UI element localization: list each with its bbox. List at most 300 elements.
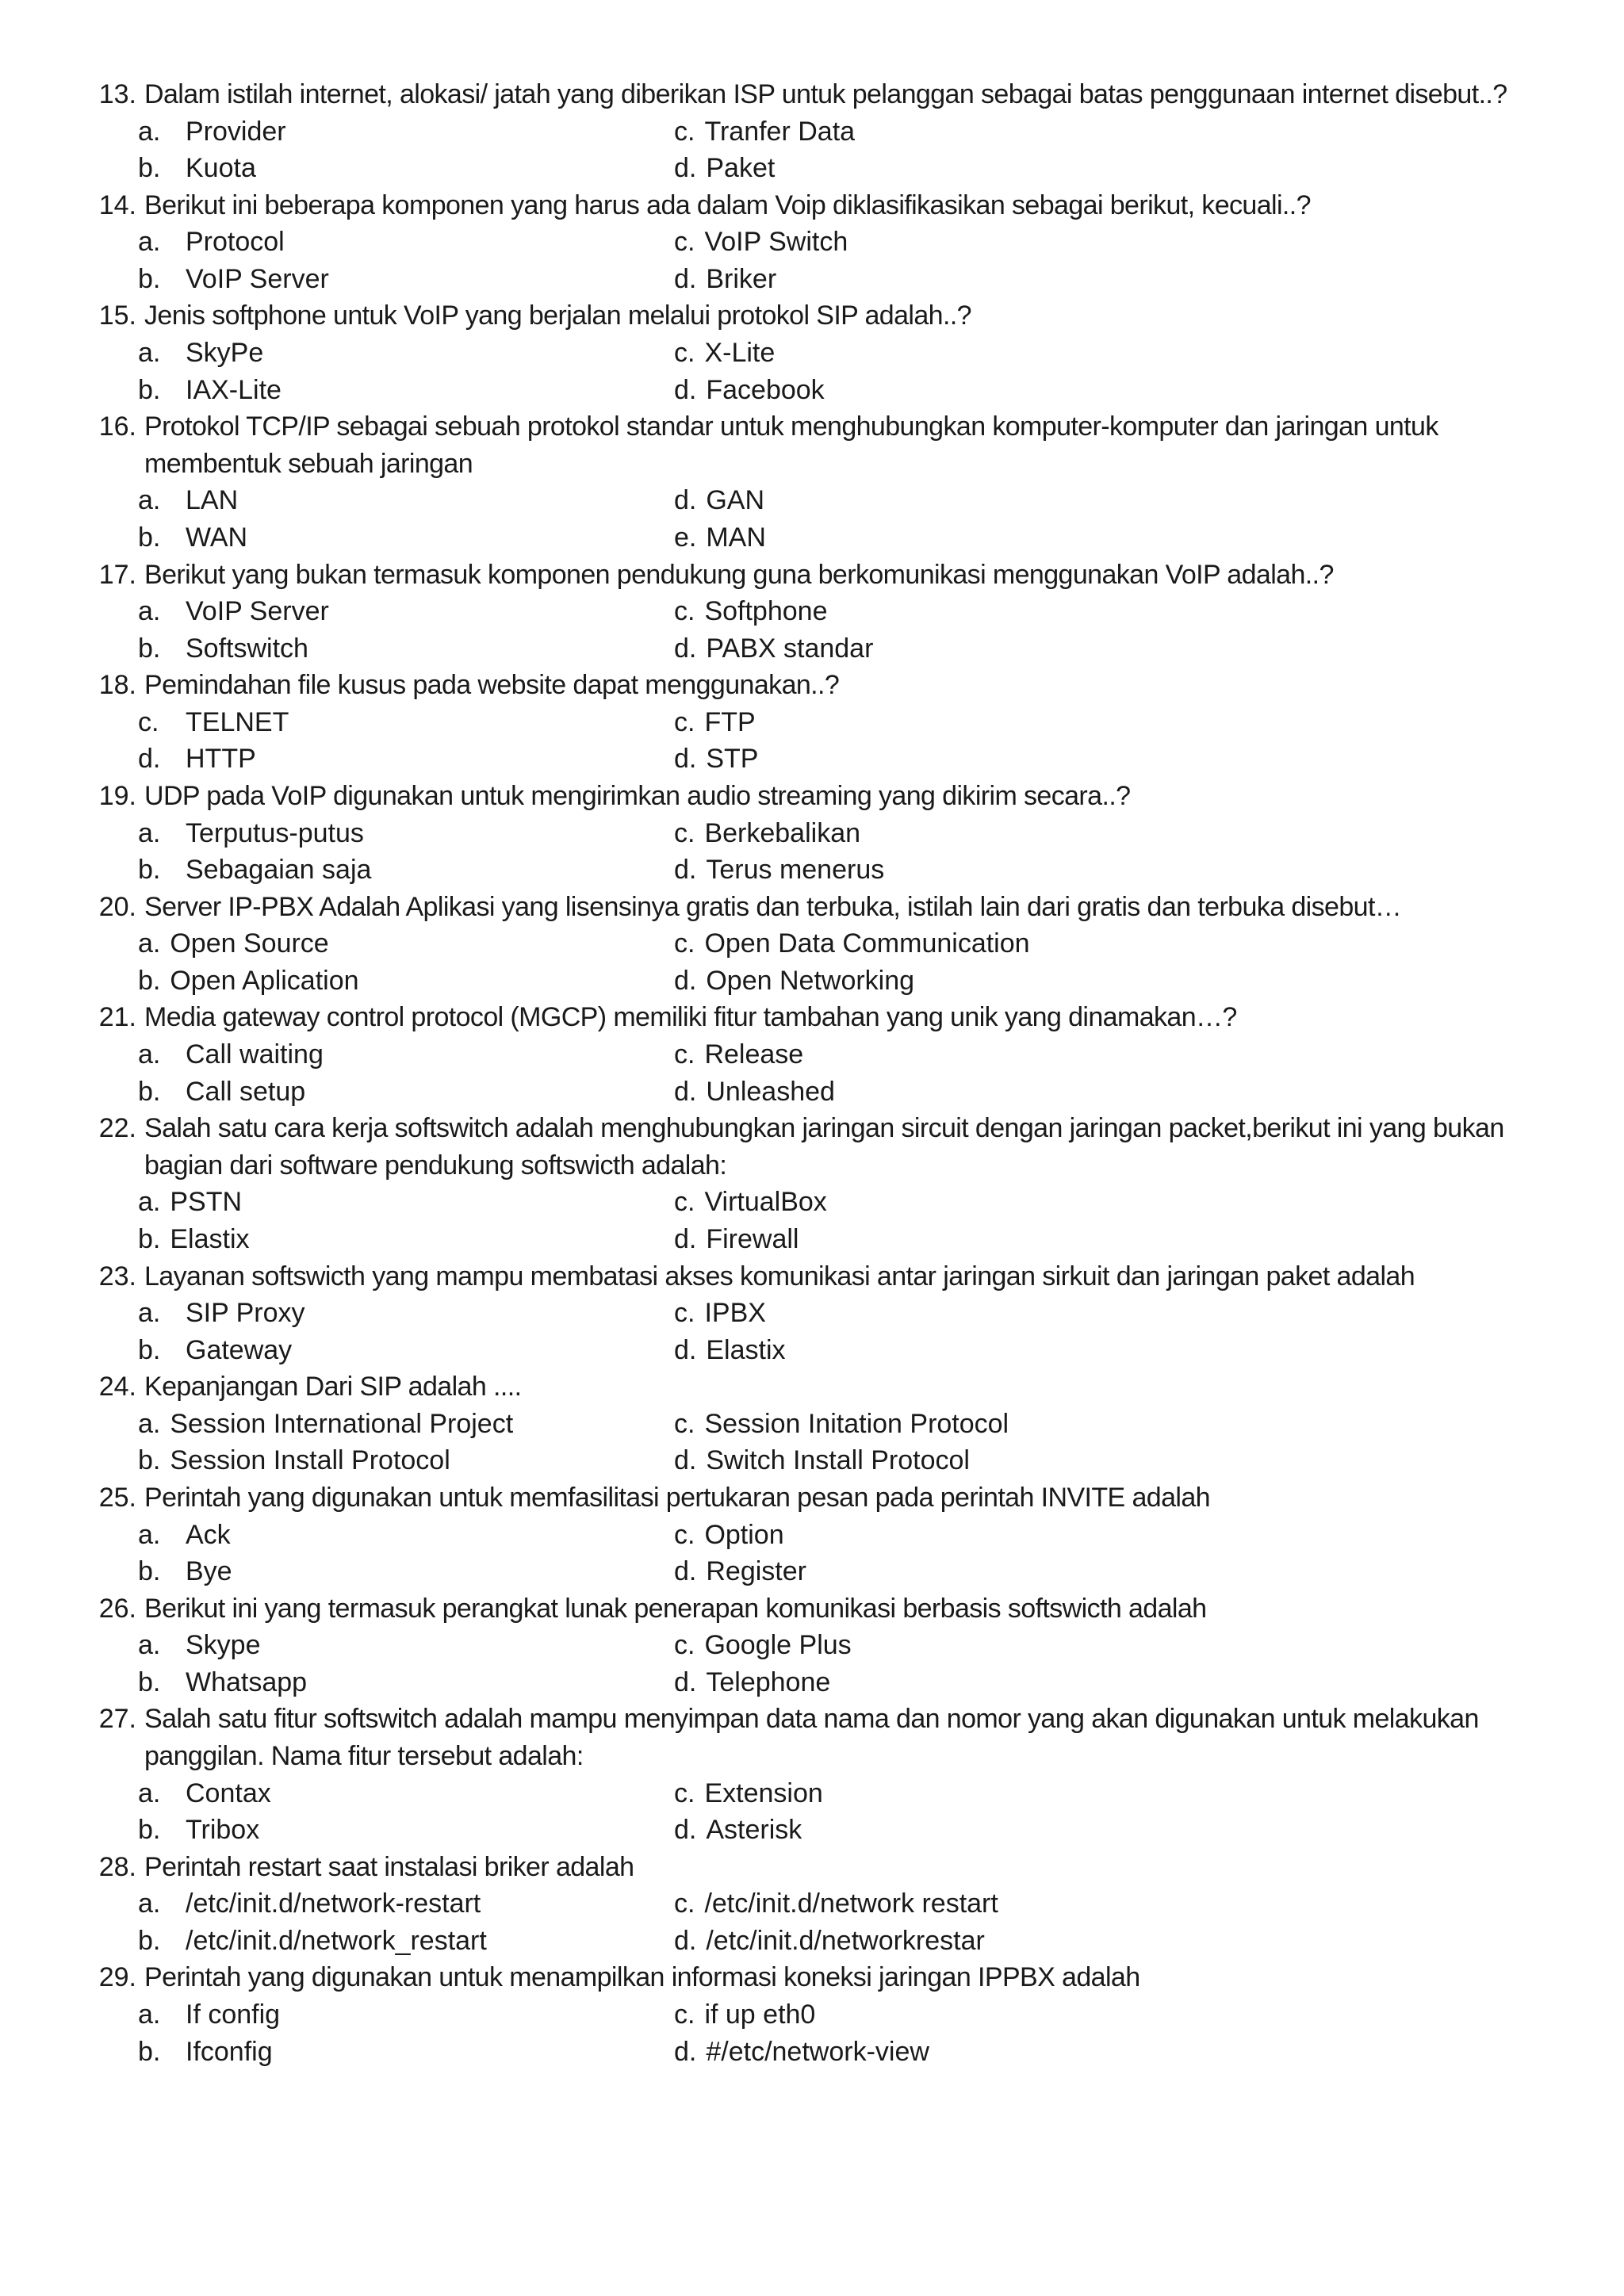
option-text: Open Networking bbox=[706, 965, 915, 996]
question-item bbox=[84, 1590, 1576, 1701]
option-letter: a. bbox=[138, 928, 161, 959]
option-letter: b. bbox=[138, 2036, 161, 2067]
option-row bbox=[84, 1036, 1576, 1073]
question-text: Kepanjangan Dari SIP adalah .... bbox=[144, 1372, 522, 1402]
option-text: If config bbox=[186, 1999, 281, 2030]
option-letter: d. bbox=[674, 374, 697, 405]
option-text: /etc/init.d/networkrestar bbox=[706, 1925, 985, 1956]
option-text: SIP Proxy bbox=[186, 1298, 305, 1329]
option-text: Berkebalikan bbox=[704, 817, 861, 848]
question-line bbox=[84, 889, 1576, 926]
answer-option bbox=[138, 704, 674, 741]
answer-option bbox=[674, 1775, 1576, 1812]
option-row bbox=[84, 1295, 1576, 1332]
question-text: Berikut ini beberapa komponen yang harus ada dalam Voip diklasifikasikan sebagai berikut, kecuali..? bbox=[144, 189, 1311, 220]
option-letter: d. bbox=[674, 1925, 697, 1956]
option-text: Whatsapp bbox=[186, 1667, 308, 1697]
question-number: 15. bbox=[98, 300, 136, 331]
option-text: Telephone bbox=[706, 1667, 831, 1697]
option-letter: c. bbox=[674, 1777, 695, 1808]
option-letter: b. bbox=[138, 374, 161, 405]
option-letter: c. bbox=[674, 116, 695, 147]
question-item bbox=[84, 297, 1576, 408]
option-letter: a. bbox=[138, 338, 161, 369]
question-line bbox=[84, 1590, 1576, 1628]
option-row bbox=[84, 1996, 1576, 2034]
answer-option bbox=[138, 593, 674, 630]
option-text: Session International Project bbox=[170, 1408, 514, 1439]
answer-option bbox=[138, 1775, 674, 1812]
question-item bbox=[84, 76, 1576, 187]
option-letter: b. bbox=[138, 1815, 161, 1846]
answer-option bbox=[674, 925, 1576, 962]
option-text: /etc/init.d/network_restart bbox=[186, 1925, 487, 1956]
option-letter: b. bbox=[138, 1445, 161, 1476]
answer-option bbox=[674, 482, 1576, 519]
option-row bbox=[84, 2034, 1576, 2071]
question-line bbox=[84, 1701, 1576, 1774]
question-line bbox=[84, 1849, 1576, 1886]
option-letter: e. bbox=[674, 522, 697, 553]
answer-option bbox=[674, 335, 1576, 372]
option-letter: c. bbox=[674, 706, 695, 737]
question-line bbox=[84, 667, 1576, 704]
option-letter: d. bbox=[138, 744, 161, 775]
option-text: Open Aplication bbox=[170, 965, 359, 996]
option-text: VoIP Server bbox=[186, 263, 329, 294]
option-row bbox=[84, 1553, 1576, 1590]
option-letter: c. bbox=[674, 1519, 695, 1550]
option-text: IAX-Lite bbox=[186, 374, 282, 405]
option-text: Skype bbox=[186, 1630, 261, 1661]
option-text: Switch Install Protocol bbox=[706, 1445, 970, 1476]
option-letter: c. bbox=[674, 1888, 695, 1919]
question-number: 22. bbox=[98, 1113, 136, 1144]
option-letter: d. bbox=[674, 1076, 697, 1107]
answer-option bbox=[138, 1406, 674, 1443]
answer-option bbox=[674, 1517, 1576, 1554]
option-text: Ifconfig bbox=[186, 2036, 273, 2067]
option-text: Ack bbox=[186, 1519, 231, 1550]
answer-option bbox=[674, 372, 1576, 409]
question-item bbox=[84, 1849, 1576, 1960]
option-letter: d. bbox=[674, 1815, 697, 1846]
option-letter: a. bbox=[138, 1298, 161, 1329]
question-number: 24. bbox=[98, 1372, 136, 1402]
question-line bbox=[84, 1110, 1576, 1184]
answer-option bbox=[138, 150, 674, 187]
answer-option bbox=[674, 1442, 1576, 1479]
question-number: 20. bbox=[98, 891, 136, 922]
option-text: IPBX bbox=[704, 1298, 766, 1329]
answer-option bbox=[674, 150, 1576, 187]
option-text: Session Initation Protocol bbox=[704, 1408, 1009, 1439]
option-row bbox=[84, 113, 1576, 151]
question-item bbox=[84, 778, 1576, 889]
option-row bbox=[84, 593, 1576, 630]
option-text: LAN bbox=[186, 485, 239, 516]
option-text: Elastix bbox=[706, 1334, 786, 1365]
option-letter: d. bbox=[674, 153, 697, 184]
option-text: Softphone bbox=[704, 596, 828, 627]
option-letter: a. bbox=[138, 1888, 161, 1919]
option-text: Session Install Protocol bbox=[170, 1445, 450, 1476]
option-text: Protocol bbox=[186, 227, 285, 258]
question-number: 17. bbox=[98, 559, 136, 590]
option-text: Call setup bbox=[186, 1076, 306, 1107]
option-letter: c. bbox=[674, 227, 695, 258]
option-letter: c. bbox=[674, 338, 695, 369]
option-text: Softswitch bbox=[186, 633, 308, 664]
option-text: PSTN bbox=[170, 1187, 243, 1218]
answer-option bbox=[674, 113, 1576, 151]
option-text: Option bbox=[704, 1519, 784, 1550]
option-letter: b. bbox=[138, 1667, 161, 1697]
answer-option bbox=[138, 519, 674, 557]
question-number: 25. bbox=[98, 1482, 136, 1513]
option-letter: c. bbox=[674, 1999, 695, 2030]
option-text: X-Lite bbox=[704, 338, 776, 369]
option-row bbox=[84, 261, 1576, 298]
question-number: 18. bbox=[98, 670, 136, 701]
option-letter: d. bbox=[674, 1223, 697, 1254]
option-text: Briker bbox=[706, 263, 777, 294]
option-letter: a. bbox=[138, 1519, 161, 1550]
question-text: Berikut yang bukan termasuk komponen pendukung guna berkomunikasi menggunakan VoIP adalah..? bbox=[144, 559, 1334, 590]
question-text: Protokol TCP/IP sebagai sebuah protokol standar untuk menghubungkan komputer-komputer dan jaringan untuk membentuk sebuah jaringan bbox=[144, 411, 1438, 479]
question-item bbox=[84, 557, 1576, 668]
question-text: Layanan softswicth yang mampu membatasi akses komunikasi antar jaringan sirkuit dan jaringan paket adalah bbox=[144, 1261, 1415, 1292]
option-letter: a. bbox=[138, 596, 161, 627]
answer-option bbox=[138, 962, 674, 1000]
question-item bbox=[84, 408, 1576, 556]
question-number: 21. bbox=[98, 1002, 136, 1033]
answer-option bbox=[674, 704, 1576, 741]
option-row bbox=[84, 519, 1576, 557]
question-item bbox=[84, 1110, 1576, 1257]
option-text: Call waiting bbox=[186, 1039, 324, 1070]
answer-option bbox=[674, 1885, 1576, 1923]
question-item bbox=[84, 1479, 1576, 1590]
question-line bbox=[84, 76, 1576, 113]
question-item bbox=[84, 1368, 1576, 1479]
answer-option bbox=[138, 851, 674, 889]
option-letter: c. bbox=[674, 596, 695, 627]
option-text: GAN bbox=[706, 485, 765, 516]
question-number: 26. bbox=[98, 1593, 136, 1624]
question-line bbox=[84, 187, 1576, 224]
option-text: Provider bbox=[186, 116, 286, 147]
option-letter: c. bbox=[674, 817, 695, 848]
option-text: PABX standar bbox=[706, 633, 874, 664]
answer-option bbox=[138, 1923, 674, 1960]
answer-option bbox=[674, 593, 1576, 630]
option-letter: b. bbox=[138, 1925, 161, 1956]
option-letter: b. bbox=[138, 1223, 161, 1254]
option-row bbox=[84, 1184, 1576, 1221]
option-letter: b. bbox=[138, 1076, 161, 1107]
option-text: Firewall bbox=[706, 1223, 799, 1254]
question-number: 29. bbox=[98, 1962, 136, 1993]
option-letter: a. bbox=[138, 1408, 161, 1439]
option-row bbox=[84, 962, 1576, 1000]
option-text: Unleashed bbox=[706, 1076, 835, 1107]
answer-option bbox=[674, 261, 1576, 298]
option-text: /etc/init.d/network-restart bbox=[186, 1888, 481, 1919]
question-text: Perintah restart saat instalasi briker adalah bbox=[144, 1851, 634, 1882]
option-text: STP bbox=[706, 744, 759, 775]
answer-option bbox=[138, 372, 674, 409]
option-letter: d. bbox=[674, 263, 697, 294]
question-number: 13. bbox=[98, 79, 136, 109]
question-text: Perintah yang digunakan untuk menampilkan informasi koneksi jaringan IPPBX adalah bbox=[144, 1962, 1140, 1993]
option-text: Terus menerus bbox=[706, 855, 885, 886]
answer-option bbox=[674, 630, 1576, 668]
answer-option bbox=[674, 815, 1576, 852]
answer-option bbox=[138, 1885, 674, 1923]
question-line bbox=[84, 557, 1576, 594]
option-text: Contax bbox=[186, 1777, 271, 1808]
question-text: Dalam istilah internet, alokasi/ jatah yang diberikan ISP untuk pelanggan sebagai batas penggunaan internet disebut..? bbox=[144, 79, 1507, 109]
option-text: Open Data Communication bbox=[704, 928, 1030, 959]
option-letter: c. bbox=[674, 1039, 695, 1070]
option-letter: a. bbox=[138, 1777, 161, 1808]
option-letter: c. bbox=[674, 1298, 695, 1329]
answer-option bbox=[138, 1073, 674, 1111]
answer-option bbox=[138, 113, 674, 151]
question-item bbox=[84, 1701, 1576, 1848]
option-letter: b. bbox=[138, 855, 161, 886]
answer-option bbox=[674, 1553, 1576, 1590]
option-letter: c. bbox=[674, 1187, 695, 1218]
option-row bbox=[84, 224, 1576, 261]
answer-option bbox=[674, 2034, 1576, 2071]
option-text: TELNET bbox=[186, 706, 289, 737]
question-number: 16. bbox=[98, 411, 136, 442]
question-number: 14. bbox=[98, 189, 136, 220]
option-row bbox=[84, 150, 1576, 187]
question-line bbox=[84, 778, 1576, 815]
option-text: VoIP Switch bbox=[704, 227, 848, 258]
option-row bbox=[84, 1812, 1576, 1849]
question-line bbox=[84, 1479, 1576, 1517]
answer-option bbox=[674, 1036, 1576, 1073]
option-letter: b. bbox=[138, 1334, 161, 1365]
question-text: Media gateway control protocol (MGCP) memiliki fitur tambahan yang unik yang dinamakan…? bbox=[144, 1002, 1237, 1033]
question-item bbox=[84, 1258, 1576, 1369]
question-text: Berikut ini yang termasuk perangkat lunak penerapan komunikasi berbasis softswicth adalah bbox=[144, 1593, 1207, 1624]
question-item bbox=[84, 889, 1576, 1000]
option-letter: d. bbox=[674, 1334, 697, 1365]
option-text: #/etc/network-view bbox=[706, 2036, 929, 2067]
option-letter: d. bbox=[674, 1445, 697, 1476]
option-letter: d. bbox=[674, 1556, 697, 1587]
option-row bbox=[84, 1406, 1576, 1443]
question-number: 27. bbox=[98, 1704, 136, 1735]
option-text: VirtualBox bbox=[704, 1187, 827, 1218]
option-letter: b. bbox=[138, 965, 161, 996]
answer-option bbox=[138, 1221, 674, 1258]
option-text: Tranfer Data bbox=[704, 116, 856, 147]
answer-option bbox=[674, 1664, 1576, 1701]
option-letter: d. bbox=[674, 744, 697, 775]
answer-option bbox=[674, 1996, 1576, 2034]
answer-option bbox=[138, 2034, 674, 2071]
option-letter: c. bbox=[674, 1408, 695, 1439]
answer-option bbox=[674, 1627, 1576, 1664]
option-row bbox=[84, 630, 1576, 668]
option-row bbox=[84, 482, 1576, 519]
option-row bbox=[84, 1885, 1576, 1923]
option-text: FTP bbox=[704, 706, 756, 737]
option-text: Tribox bbox=[186, 1815, 260, 1846]
question-text: Server IP-PBX Adalah Aplikasi yang lisensinya gratis dan terbuka, istilah lain dari gratis dan terbuka disebut… bbox=[144, 891, 1402, 922]
option-text: Google Plus bbox=[704, 1630, 852, 1661]
answer-option bbox=[674, 962, 1576, 1000]
answer-option bbox=[138, 1517, 674, 1554]
answer-option bbox=[138, 482, 674, 519]
answer-option bbox=[138, 1332, 674, 1369]
question-text: Jenis softphone untuk VoIP yang berjalan melalui protokol SIP adalah..? bbox=[144, 300, 971, 331]
question-number: 19. bbox=[98, 780, 136, 811]
option-row bbox=[84, 1332, 1576, 1369]
option-row bbox=[84, 1627, 1576, 1664]
option-letter: b. bbox=[138, 633, 161, 664]
option-text: Kuota bbox=[186, 153, 256, 184]
answer-option bbox=[674, 740, 1576, 778]
answer-option bbox=[138, 630, 674, 668]
option-text: Facebook bbox=[706, 374, 825, 405]
option-text: Bye bbox=[186, 1556, 232, 1587]
option-letter: a. bbox=[138, 485, 161, 516]
option-text: Asterisk bbox=[706, 1815, 802, 1846]
option-text: Terputus-putus bbox=[186, 817, 364, 848]
option-letter: a. bbox=[138, 1187, 161, 1218]
question-text: Salah satu cara kerja softswitch adalah menghubungkan jaringan sircuit dengan jaringan packet,berikut ini yang bukan bagian dari software pendukung softswicth adalah: bbox=[144, 1113, 1504, 1181]
option-text: Sebagaian saja bbox=[186, 855, 372, 886]
answer-option bbox=[674, 224, 1576, 261]
option-text: Extension bbox=[704, 1777, 823, 1808]
answer-option bbox=[674, 519, 1576, 557]
option-row bbox=[84, 851, 1576, 889]
answer-option bbox=[138, 1664, 674, 1701]
option-row bbox=[84, 1923, 1576, 1960]
answer-option bbox=[138, 1442, 674, 1479]
question-line bbox=[84, 297, 1576, 335]
question-line bbox=[84, 1959, 1576, 1996]
option-text: Release bbox=[704, 1039, 804, 1070]
option-letter: c. bbox=[674, 928, 695, 959]
question-line bbox=[84, 999, 1576, 1036]
option-letter: d. bbox=[674, 633, 697, 664]
answer-option bbox=[674, 1184, 1576, 1221]
option-row bbox=[84, 1775, 1576, 1812]
answer-option bbox=[138, 261, 674, 298]
option-letter: c. bbox=[674, 1630, 695, 1661]
option-letter: b. bbox=[138, 1556, 161, 1587]
option-letter: d. bbox=[674, 485, 697, 516]
answer-option bbox=[138, 1553, 674, 1590]
answer-option bbox=[674, 1923, 1576, 1960]
option-row bbox=[84, 335, 1576, 372]
option-text: WAN bbox=[186, 522, 248, 553]
option-text: SkyPe bbox=[186, 338, 264, 369]
option-letter: d. bbox=[674, 2036, 697, 2067]
answer-option bbox=[674, 1295, 1576, 1332]
option-row bbox=[84, 1517, 1576, 1554]
option-text: /etc/init.d/network restart bbox=[704, 1888, 998, 1919]
option-text: MAN bbox=[706, 522, 766, 553]
answer-option bbox=[138, 224, 674, 261]
question-item bbox=[84, 667, 1576, 778]
answer-option bbox=[674, 1332, 1576, 1369]
option-letter: c. bbox=[138, 706, 159, 737]
option-text: VoIP Server bbox=[186, 596, 329, 627]
option-letter: a. bbox=[138, 1630, 161, 1661]
answer-option bbox=[138, 740, 674, 778]
option-row bbox=[84, 1073, 1576, 1111]
option-row bbox=[84, 740, 1576, 778]
option-row bbox=[84, 704, 1576, 741]
option-letter: a. bbox=[138, 817, 161, 848]
option-text: Open Source bbox=[170, 928, 329, 959]
option-text: if up eth0 bbox=[704, 1999, 816, 2030]
answer-option bbox=[674, 851, 1576, 889]
option-letter: a. bbox=[138, 1039, 161, 1070]
question-item bbox=[84, 1959, 1576, 2070]
answer-option bbox=[674, 1221, 1576, 1258]
question-text: UDP pada VoIP digunakan untuk mengirimkan audio streaming yang dikirim secara..? bbox=[144, 780, 1131, 811]
answer-option bbox=[138, 1184, 674, 1221]
option-row bbox=[84, 815, 1576, 852]
option-letter: d. bbox=[674, 1667, 697, 1697]
question-number: 23. bbox=[98, 1261, 136, 1292]
option-row bbox=[84, 1442, 1576, 1479]
question-item bbox=[84, 999, 1576, 1110]
question-text: Perintah yang digunakan untuk memfasilitasi pertukaran pesan pada perintah INVITE adalah bbox=[144, 1482, 1210, 1513]
option-letter: b. bbox=[138, 153, 161, 184]
answer-option bbox=[138, 1627, 674, 1664]
option-row bbox=[84, 1221, 1576, 1258]
answer-option bbox=[674, 1812, 1576, 1849]
question-text: Salah satu fitur softswitch adalah mampu menyimpan data nama dan nomor yang akan digunakan untuk melakukan panggilan. Nama fitur tersebut adalah: bbox=[144, 1704, 1479, 1772]
answer-option bbox=[138, 1812, 674, 1849]
answer-option bbox=[138, 1036, 674, 1073]
question-line bbox=[84, 1368, 1576, 1406]
option-letter: a. bbox=[138, 116, 161, 147]
option-text: Elastix bbox=[170, 1223, 250, 1254]
question-text: Pemindahan file kusus pada website dapat menggunakan..? bbox=[144, 670, 840, 701]
option-letter: d. bbox=[674, 855, 697, 886]
option-text: HTTP bbox=[186, 744, 256, 775]
answer-option bbox=[674, 1073, 1576, 1111]
option-row bbox=[84, 925, 1576, 962]
answer-option bbox=[138, 925, 674, 962]
answer-option bbox=[138, 1996, 674, 2034]
question-line bbox=[84, 1258, 1576, 1295]
question-item bbox=[84, 187, 1576, 298]
answer-option bbox=[138, 815, 674, 852]
answer-option bbox=[674, 1406, 1576, 1443]
answer-option bbox=[138, 335, 674, 372]
option-letter: b. bbox=[138, 522, 161, 553]
option-letter: a. bbox=[138, 1999, 161, 2030]
option-row bbox=[84, 1664, 1576, 1701]
question-number: 28. bbox=[98, 1851, 136, 1882]
question-line bbox=[84, 408, 1576, 482]
option-text: Register bbox=[706, 1556, 806, 1587]
answer-option bbox=[138, 1295, 674, 1332]
